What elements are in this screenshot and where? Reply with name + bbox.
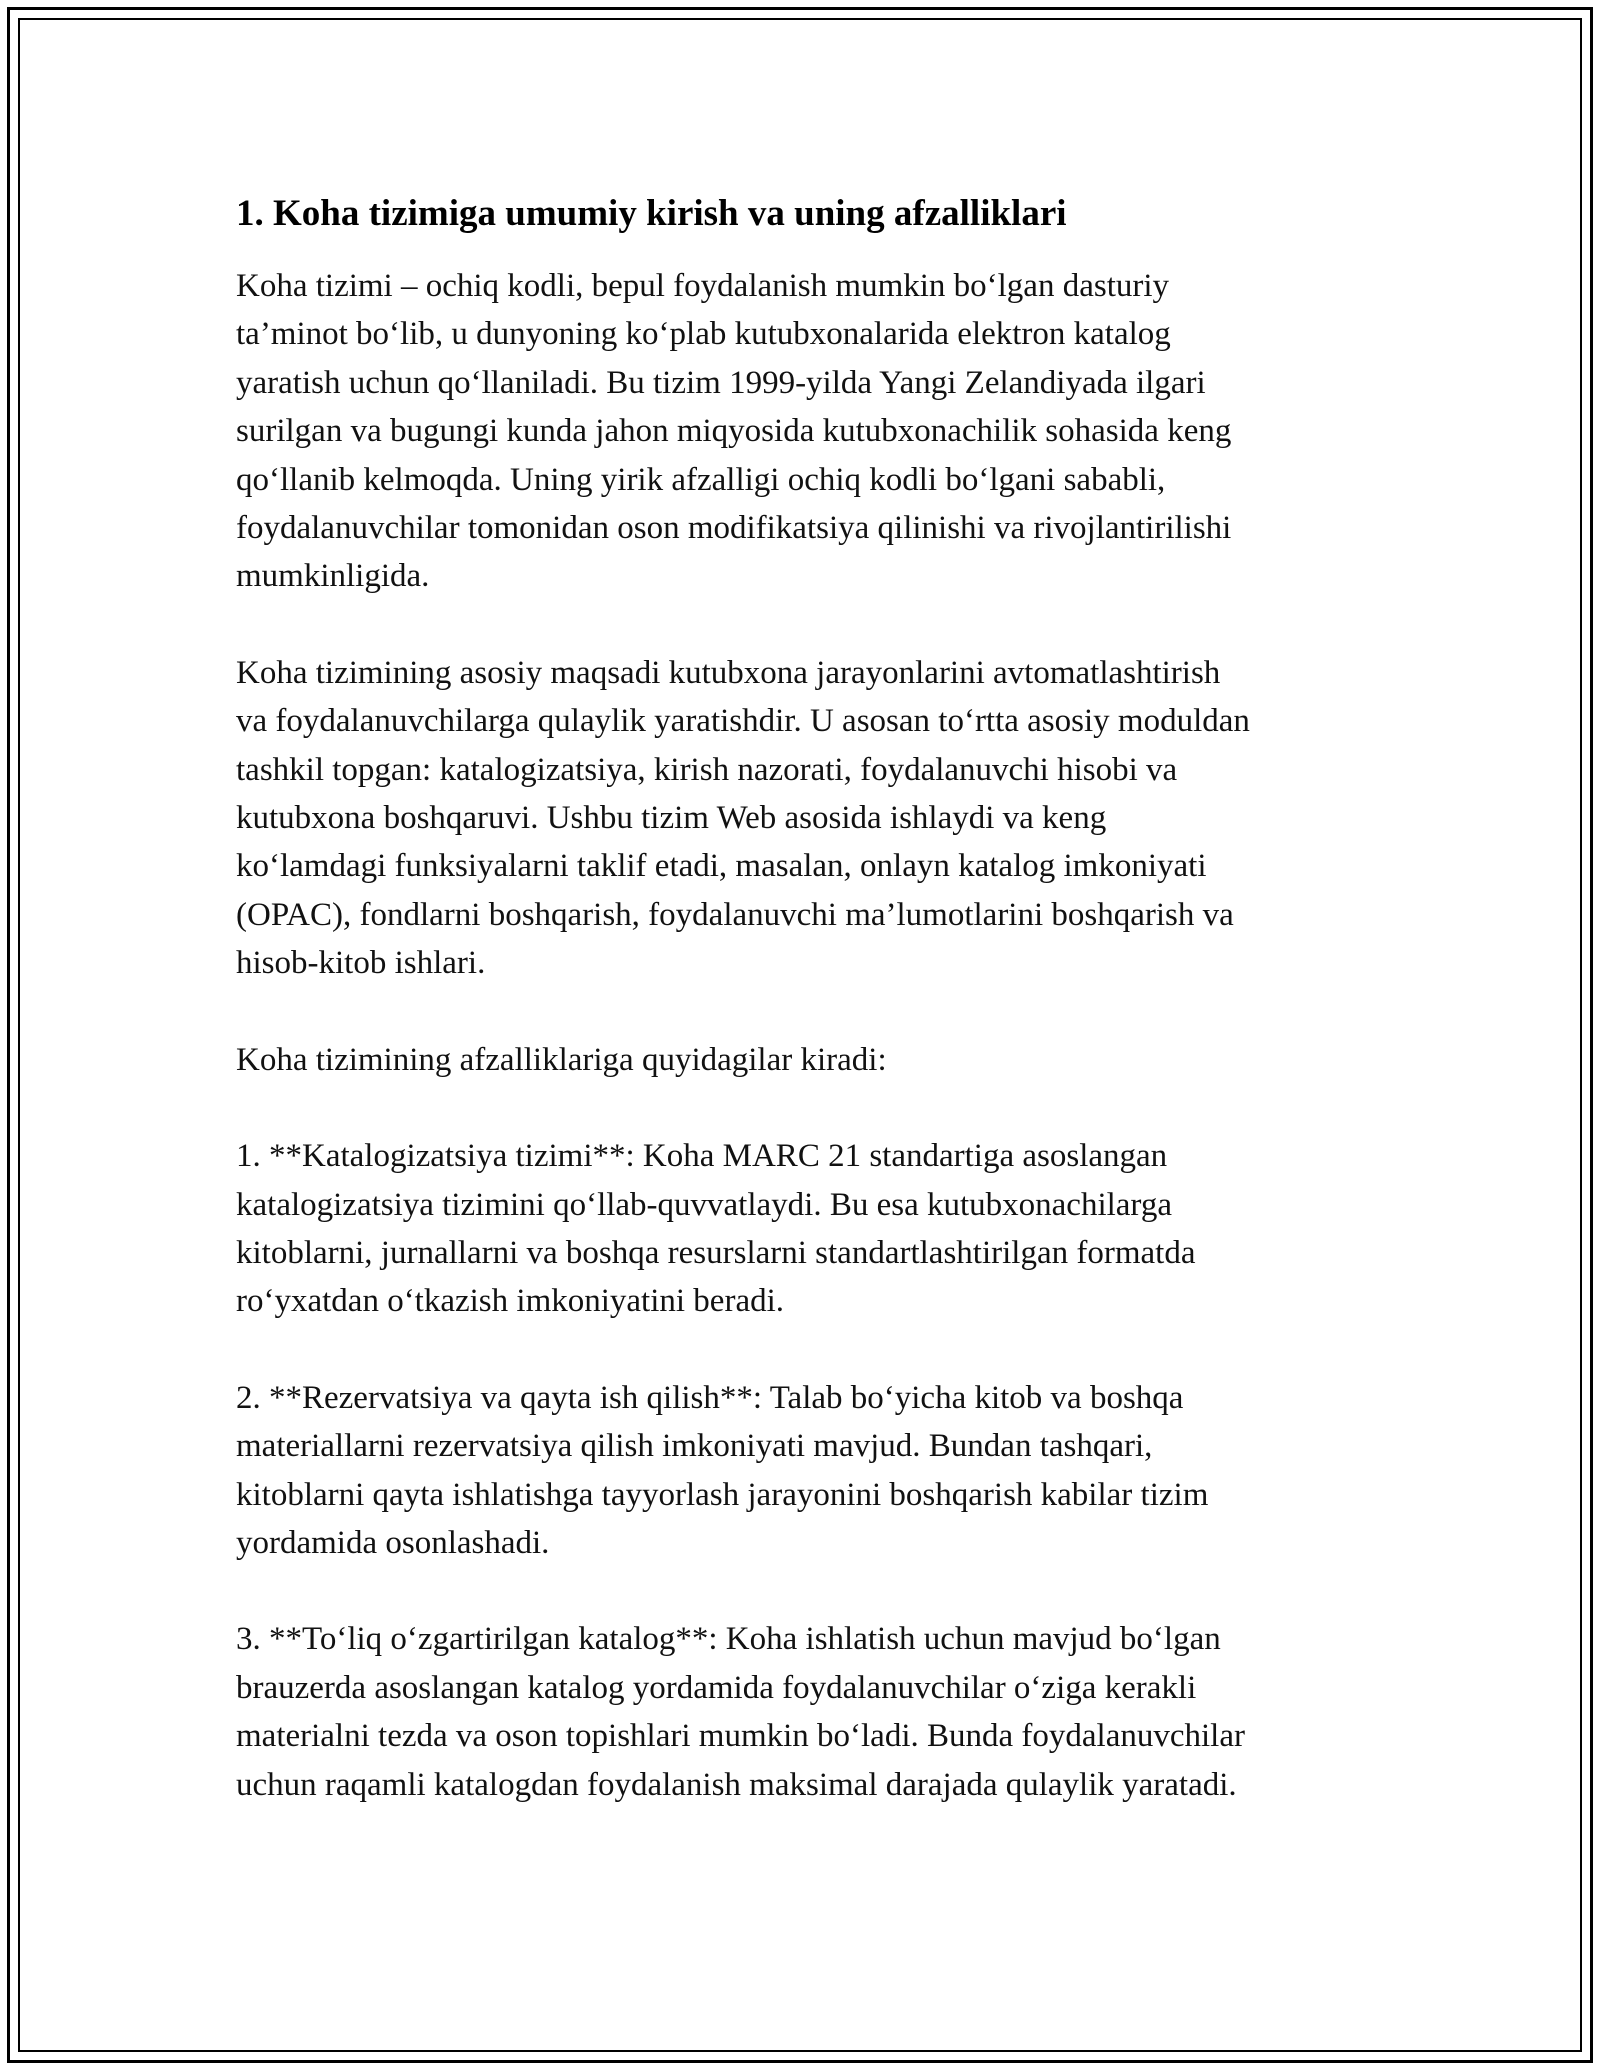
list-item-cataloging: 1. **Katalogizatsiya tizimi**: Koha MARC 21 standartiga asoslangan katalogizatsiya tizimini qo‘llab-quvvatlaydi. Bu esa kutubxonachilarga kitoblarni, jurnallarni va boshqa resurslarni standartlashtirilgan formatda ro‘yxatdan o‘tkazish imkoniyatini beradi.	[236, 1138, 1196, 1320]
paragraph-main-purpose: Koha tizimining asosiy maqsadi kutubxona jarayonlarini avtomatlashtirish va foydalanuvchilarga qulaylik yaratishdir. U asosan to‘rtta asosiy moduldan tashkil topgan: katalogizatsiya, kirish nazorati, foydalanuvchi hisobi va kutubxona boshqaruvi. Ushbu tizim Web asosida ishlaydi va keng ko‘lamdagi funksiyalarni taklif etadi, masalan, onlayn katalog imkoniyati (OPAC), fondlarni boshqarish, foydalanuvchi ma’lumotlarini boshqarish va hisob-kitob ishlari.	[236, 654, 1250, 982]
list-item-catalog: 3. **To‘liq o‘zgartirilgan katalog**: Koha ishlatish uchun mavjud bo‘lgan brauzerda asoslangan katalog yordamida foydalanuvchilar o‘ziga kerakli materialni tezda va oson topishlari mumkin bo‘ladi. Bunda foydalanuvchilar uchun raqamli katalogdan foydalanish maksimal darajada qulaylik yaratadi.	[236, 1621, 1245, 1803]
document-title: 1. Koha tizimiga umumiy kirish va uning afzalliklari	[236, 193, 1067, 234]
paragraph-introduction: Koha tizimi – ochiq kodli, bepul foydalanish mumkin bo‘lgan dasturiy ta’minot bo‘lib, u dunyoning ko‘plab kutubxonalarida elektron katalog yaratish uchun qo‘llaniladi. Bu tizim 1999-yilda Yangi Zelandiyada ilgari surilgan va bugungi kunda jahon miqyosida kutubxonachilik sohasida keng qo‘llanib kelmoqda. Uning yirik afzalligi ochiq kodli bo‘lgani sababli, foydalanuvchilar tomonidan oson modifikatsiya qilinishi va rivojlantirilishi mumkinligida.	[236, 268, 1232, 595]
paragraph-advantages-intro: Koha tizimining afzalliklariga quyidagilar kiradi:	[236, 1041, 887, 1078]
list-item-reservation: 2. **Rezervatsiya va qayta ish qilish**: Talab bo‘yicha kitob va boshqa materiallarni rezervatsiya qilish imkoniyati mavjud. Bundan tashqari, kitoblarni qayta ishlatishga tayyorlash jarayonini boshqarish kabilar tizim yordamida osonlashadi.	[236, 1379, 1209, 1561]
document-body	[236, 190, 1386, 1857]
